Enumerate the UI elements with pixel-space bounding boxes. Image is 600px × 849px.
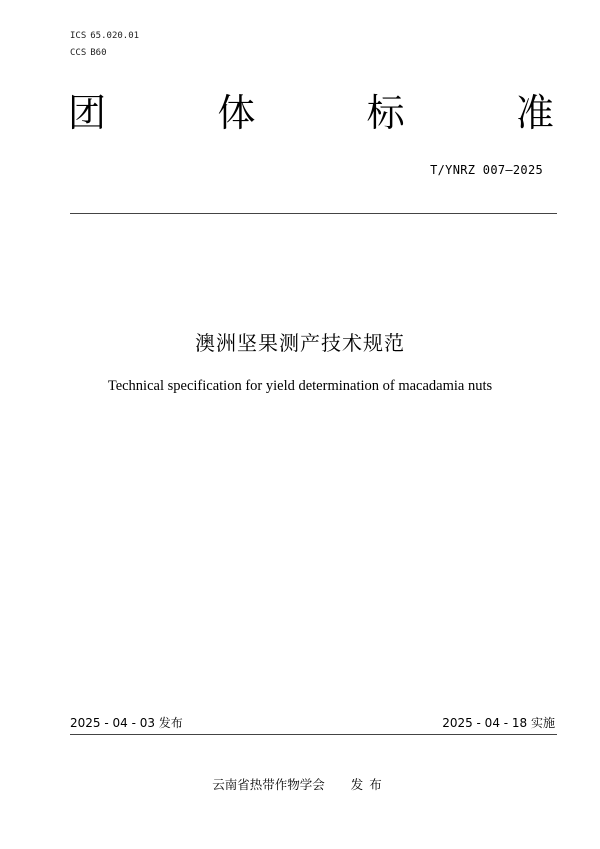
implementation-date: 2025 - 04 - 18 实施	[442, 716, 555, 730]
classification-codes	[70, 28, 139, 62]
bottom-divider	[70, 734, 557, 735]
ccs-line	[70, 45, 139, 62]
standard-type-char: 团	[68, 91, 107, 135]
ccs-label: CCS	[70, 48, 87, 58]
publisher-line	[0, 775, 600, 793]
ics-label: ICS	[70, 31, 87, 41]
ics-line	[70, 28, 139, 45]
standard-type-char: 准	[515, 91, 554, 135]
standard-type-char: 标	[366, 91, 405, 135]
document-title-chinese: 澳洲坚果测产技术规范	[195, 331, 405, 355]
standard-type-char: 体	[217, 91, 256, 135]
ics-code: 65.020.01	[90, 31, 140, 41]
publish-label: 发布	[350, 777, 388, 792]
document-title-english: Technical specification for yield determination of macadamia nuts	[107, 378, 493, 394]
standard-type-heading	[68, 90, 554, 136]
publisher-name: 云南省热带作物学会	[212, 777, 325, 792]
issue-date: 2025 - 04 - 03 发布	[70, 716, 183, 730]
standard-number: T/YNRZ 007—2025	[430, 163, 543, 177]
top-divider	[70, 213, 557, 214]
ccs-code: B60	[90, 48, 107, 58]
